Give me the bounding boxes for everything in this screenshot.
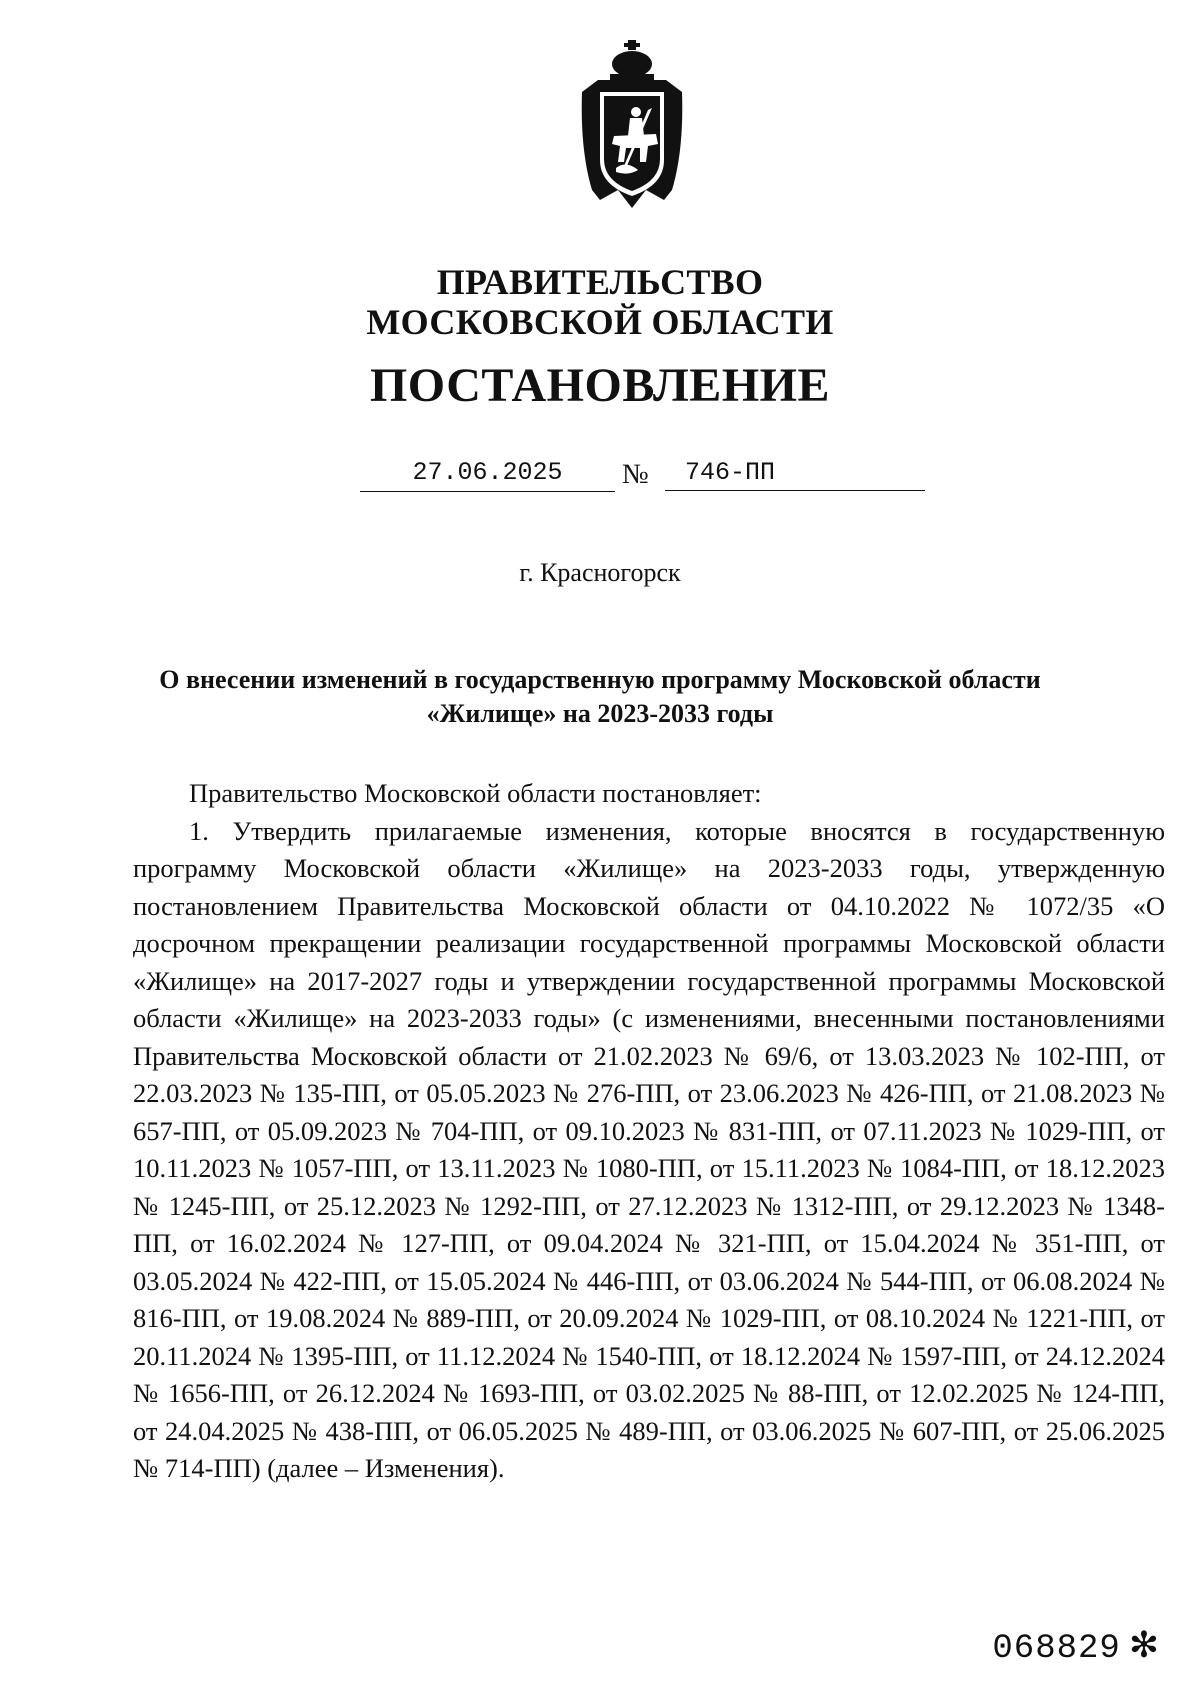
date-number-line: [360, 455, 925, 499]
document-date: 27.06.2025: [360, 455, 615, 492]
body-intro: Правительство Московской области постановляет:: [189, 778, 762, 808]
number-sign: №: [622, 459, 649, 490]
subject-line1: О внесении изменений в государственную программу Московской области: [159, 665, 1041, 694]
document-subject: [0, 663, 1200, 731]
government-name-line1: ПРАВИТЕЛЬСТВО: [436, 262, 764, 302]
city: г. Красногорск: [519, 558, 681, 587]
government-name-line2: МОСКОВСКОЙ ОБЛАСТИ: [366, 302, 834, 342]
subject-line2: «Жилище» на 2023-2033 годы: [426, 699, 774, 728]
serial-number: [992, 1625, 1160, 1668]
document-number: 746-ПП: [665, 455, 925, 491]
coat-of-arms-icon: [578, 40, 686, 210]
star-icon: ✻: [1128, 1625, 1160, 1666]
document-type-title: ПОСТАНОВЛЕНИЕ: [369, 359, 831, 412]
government-name: [0, 262, 1200, 342]
serial-number-text: 068829: [992, 1630, 1121, 1668]
document-body: [133, 775, 1165, 1488]
body-item-1: 1. Утвердить прилагаемые изменения, которые вносятся в государственную программу Московской области «Жилище» на 2023-2033 годы, утвержденную постановлением Правительства Московской области от 04.10.2022 № 1072/35 «О досрочном прекращении реализации государственной программы Московской области «Жилище» на 2017-2027 годы и утверждении государственной программы Московской области «Жилище» на 2023-2033 годы» (с изменениями, внесенными постановлениями Правительства Московской области от 21.02.2023 № 69/6, от 13.03.2023 № 102-ПП, от 22.03.2023 № 135-ПП, от 05.05.2023 № 276-ПП, от 23.06.2023 № 426-ПП, от 21.08.2023 № 657-ПП, от 05.09.2023 № 704-ПП, от 09.10.2023 № 831-ПП, от 07.11.2023 № 1029-ПП, от 10.11.2023 № 1057-ПП, от 13.11.2023 № 1080-ПП, от 15.11.2023 № 1084-ПП, от 18.12.2023 № 1245-ПП, от 25.12.2023 № 1292-ПП, от 27.12.2023 № 1312-ПП, от 29.12.2023 № 1348-ПП, от 16.02.2024 № 127-ПП, от 09.04.2024 № 321-ПП, от 15.04.2024 № 351-ПП, от 03.05.2024 № 422-ПП, от 15.05.2024 № 446-ПП, от 03.06.2024 № 544-ПП, от 06.08.2024 № 816-ПП, от 19.08.2024 № 889-ПП, от 20.09.2024 № 1029-ПП, от 08.10.2024 № 1221-ПП, от 20.11.2024 № 1395-ПП, от 11.12.2024 № 1540-ПП, от 18.12.2024 № 1597-ПП, от 24.12.2024 № 1656-ПП, от 26.12.2024 № 1693-ПП, от 03.02.2025 № 88-ПП, от 12.02.2025 № 124-ПП, от 24.04.2025 № 438-ПП, от 06.05.2025 № 489-ПП, от 03.06.2025 № 607-ПП, от 25.06.2025 № 714-ПП) (далее – Изменения).: [133, 815, 1165, 1483]
